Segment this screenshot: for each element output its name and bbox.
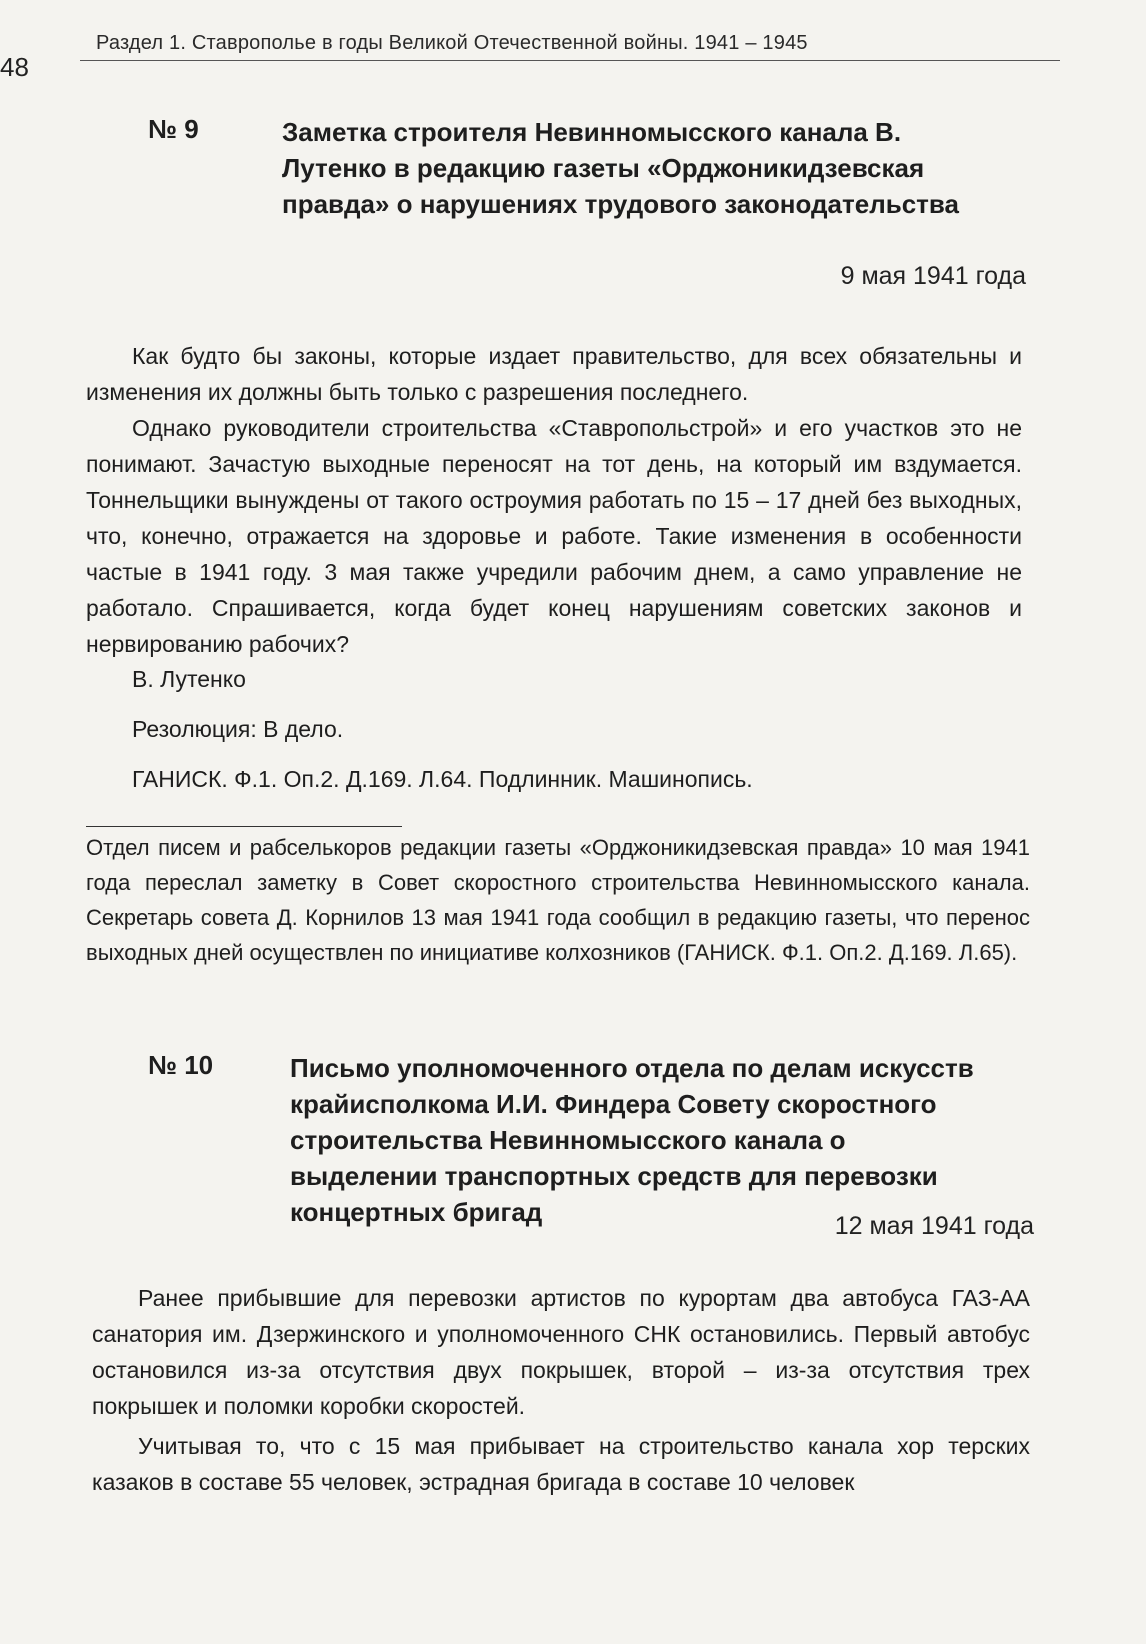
header-rule [80,60,1060,61]
doc10-date: 12 мая 1941 года [834,1212,1034,1240]
doc10-title: Письмо уполномоченного отдела по делам искусств крайисполкома И.И. Финдера Совету скоростного строительства Невинномысского канала о выделении транспортных средств для перевозки концертных бригад [290,1053,974,1227]
doc9-header [148,114,962,222]
doc9-paragraph: Однако руководители строительства «Ставропольстрой» и его участков это не понимают. Зачастую выходные переносят на тот день, на который им вздумается. Тоннельщики вынуждены от такого остроумия работать по 15 – 17 дней без выходных, что, конечно, отражается на здоровье и работе. Такие изменения в особенности частые в 1941 году. 3 мая также учредили рабочим днем, а само управление не работало. Спрашивается, когда будет конец нарушениям советских законов и нервированию рабочих? [86,415,1022,657]
doc9-title: Заметка строителя Невинномысского канала В. Лутенко в редакцию газеты «Орджоникидзевская правда» о нарушениях трудового законодательства [282,117,959,219]
doc9-paragraph: Как будто бы законы, которые издает правительство, для всех обязательны и изменения их должны быть только с разрешения последнего. [86,343,1022,405]
doc10-header [148,1050,980,1230]
doc10-number: № 10 [148,1050,214,1080]
footnote-rule [86,826,402,827]
doc9-body [86,338,1022,662]
doc9-resolution: Резолюция: В дело. [132,716,344,742]
doc9-signature: В. Лутенко [132,666,246,692]
footnote: Отдел писем и рабселькоров редакции газеты «Орджоникидзевская правда» 10 мая 1941 года переслал заметку в Совет скоростного строительства Невинномысского канала. Секретарь совета Д. Корнилов 13 мая 1941 года сообщил в редакцию газеты, что перенос выходных дней осуществлен по инициативе колхозников (ГАНИСК. Ф.1. Оп.2. Д.169. Л.65). [86,835,1030,965]
doc10-paragraph: Ранее прибывшие для перевозки артистов по курортам два автобуса ГАЗ-АА санатория им. Дзержинского и уполномоченного СНК остановились. Первый автобус остановился из-за отсутствия двух покрышек, второй – из-за отсутствия трех покрышек и поломки коробки скоростей. [92,1285,1030,1419]
doc10-paragraph: Учитывая то, что с 15 мая прибывает на строительство канала хор терских казаков в составе 55 человек, эстрадная бригада в составе 10 человек [92,1433,1030,1495]
doc9-archive-ref: ГАНИСК. Ф.1. Оп.2. Д.169. Л.64. Подлинник. Машинопись. [132,766,753,792]
doc9-number: № 9 [148,114,199,144]
page-number: 48 [0,52,29,82]
doc10-body [92,1280,1030,1500]
doc9-date: 9 мая 1941 года [840,262,1026,290]
running-head: Раздел 1. Ставрополье в годы Великой Отечественной войны. 1941 – 1945 [96,32,808,54]
